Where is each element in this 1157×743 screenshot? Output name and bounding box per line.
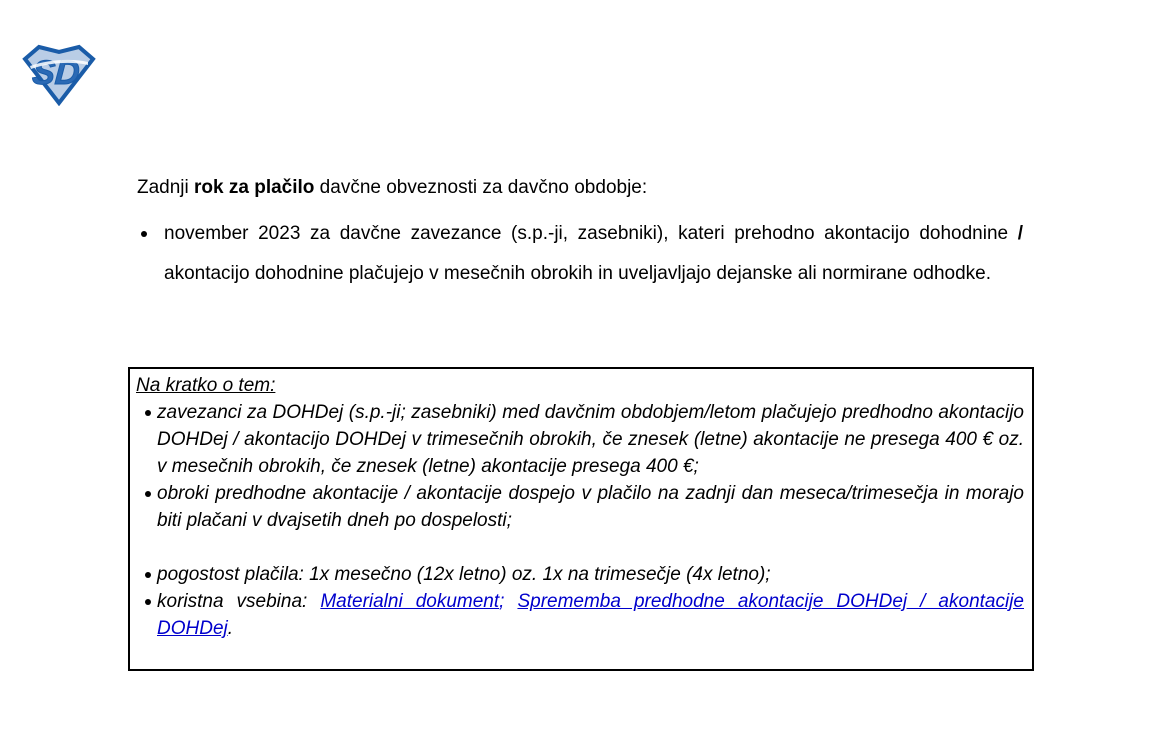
info-box-title: Na kratko o tem: (136, 375, 276, 396)
main-bullet-item (137, 214, 1023, 294)
info-box (128, 367, 1034, 671)
info-box-bullet-pogostost: pogostost plačila: 1x mesečno (12x letno) oz. 1x na trimesečje (4x letno); (136, 561, 1024, 588)
sd-logo (22, 44, 96, 106)
info-box-bullet-list (136, 399, 1024, 642)
sd-logo-letters: SD (31, 54, 81, 92)
intro-text-pre: Zadnji (137, 177, 195, 198)
link-separator: ; (499, 591, 505, 612)
main-bullet-list (137, 214, 1023, 294)
info-box-bullet-zavezanci: zavezanci za DOHDej (s.p.-ji; zasebniki) med davčnim obdobjem/letom plačujejo predhodno akontacijo DOHDej / akontacijo DOHDej v trimesečnih obrokih, če znesek (letne) akontacije ne presega 400 € oz. v mesečnih obrokih, če znesek (letne) akontacije presega 400 €; (136, 399, 1024, 480)
useful-content-label: koristna vsebina: (157, 591, 321, 612)
info-box-bullet-obroki: obroki predhodne akontacije / akontacije dospejo v plačilo na zadnji dan meseca/trimesečja in morajo biti plačani v dvajsetih dneh po dospelosti; (136, 480, 1024, 534)
main-bullet-bold-slash: / (1017, 223, 1023, 244)
link-sprememba-akontacije[interactable]: Sprememba predhodne akontacije DOHDej / akontacije DOHDej (157, 591, 1024, 639)
intro-text-bold: rok za plačilo (194, 177, 315, 198)
intro-paragraph (137, 175, 1023, 201)
info-box-bullet-koristna-vsebina (136, 588, 1024, 642)
sentence-terminator: . (227, 618, 234, 639)
intro-text-post: davčne obveznosti za davčno obdobje: (314, 177, 648, 198)
main-bullet-text-pre: november 2023 za davčne zavezance (s.p.-ji, zasebniki), kateri prehodno akontacijo dohodnine (164, 223, 1018, 244)
main-bullet-text-post: akontacijo dohodnine plačujejo v mesečnih obrokih in uveljavljajo dejanske ali normirane odhodke. (164, 263, 992, 284)
link-materialni-dokument[interactable]: Materialni dokument (320, 591, 500, 612)
